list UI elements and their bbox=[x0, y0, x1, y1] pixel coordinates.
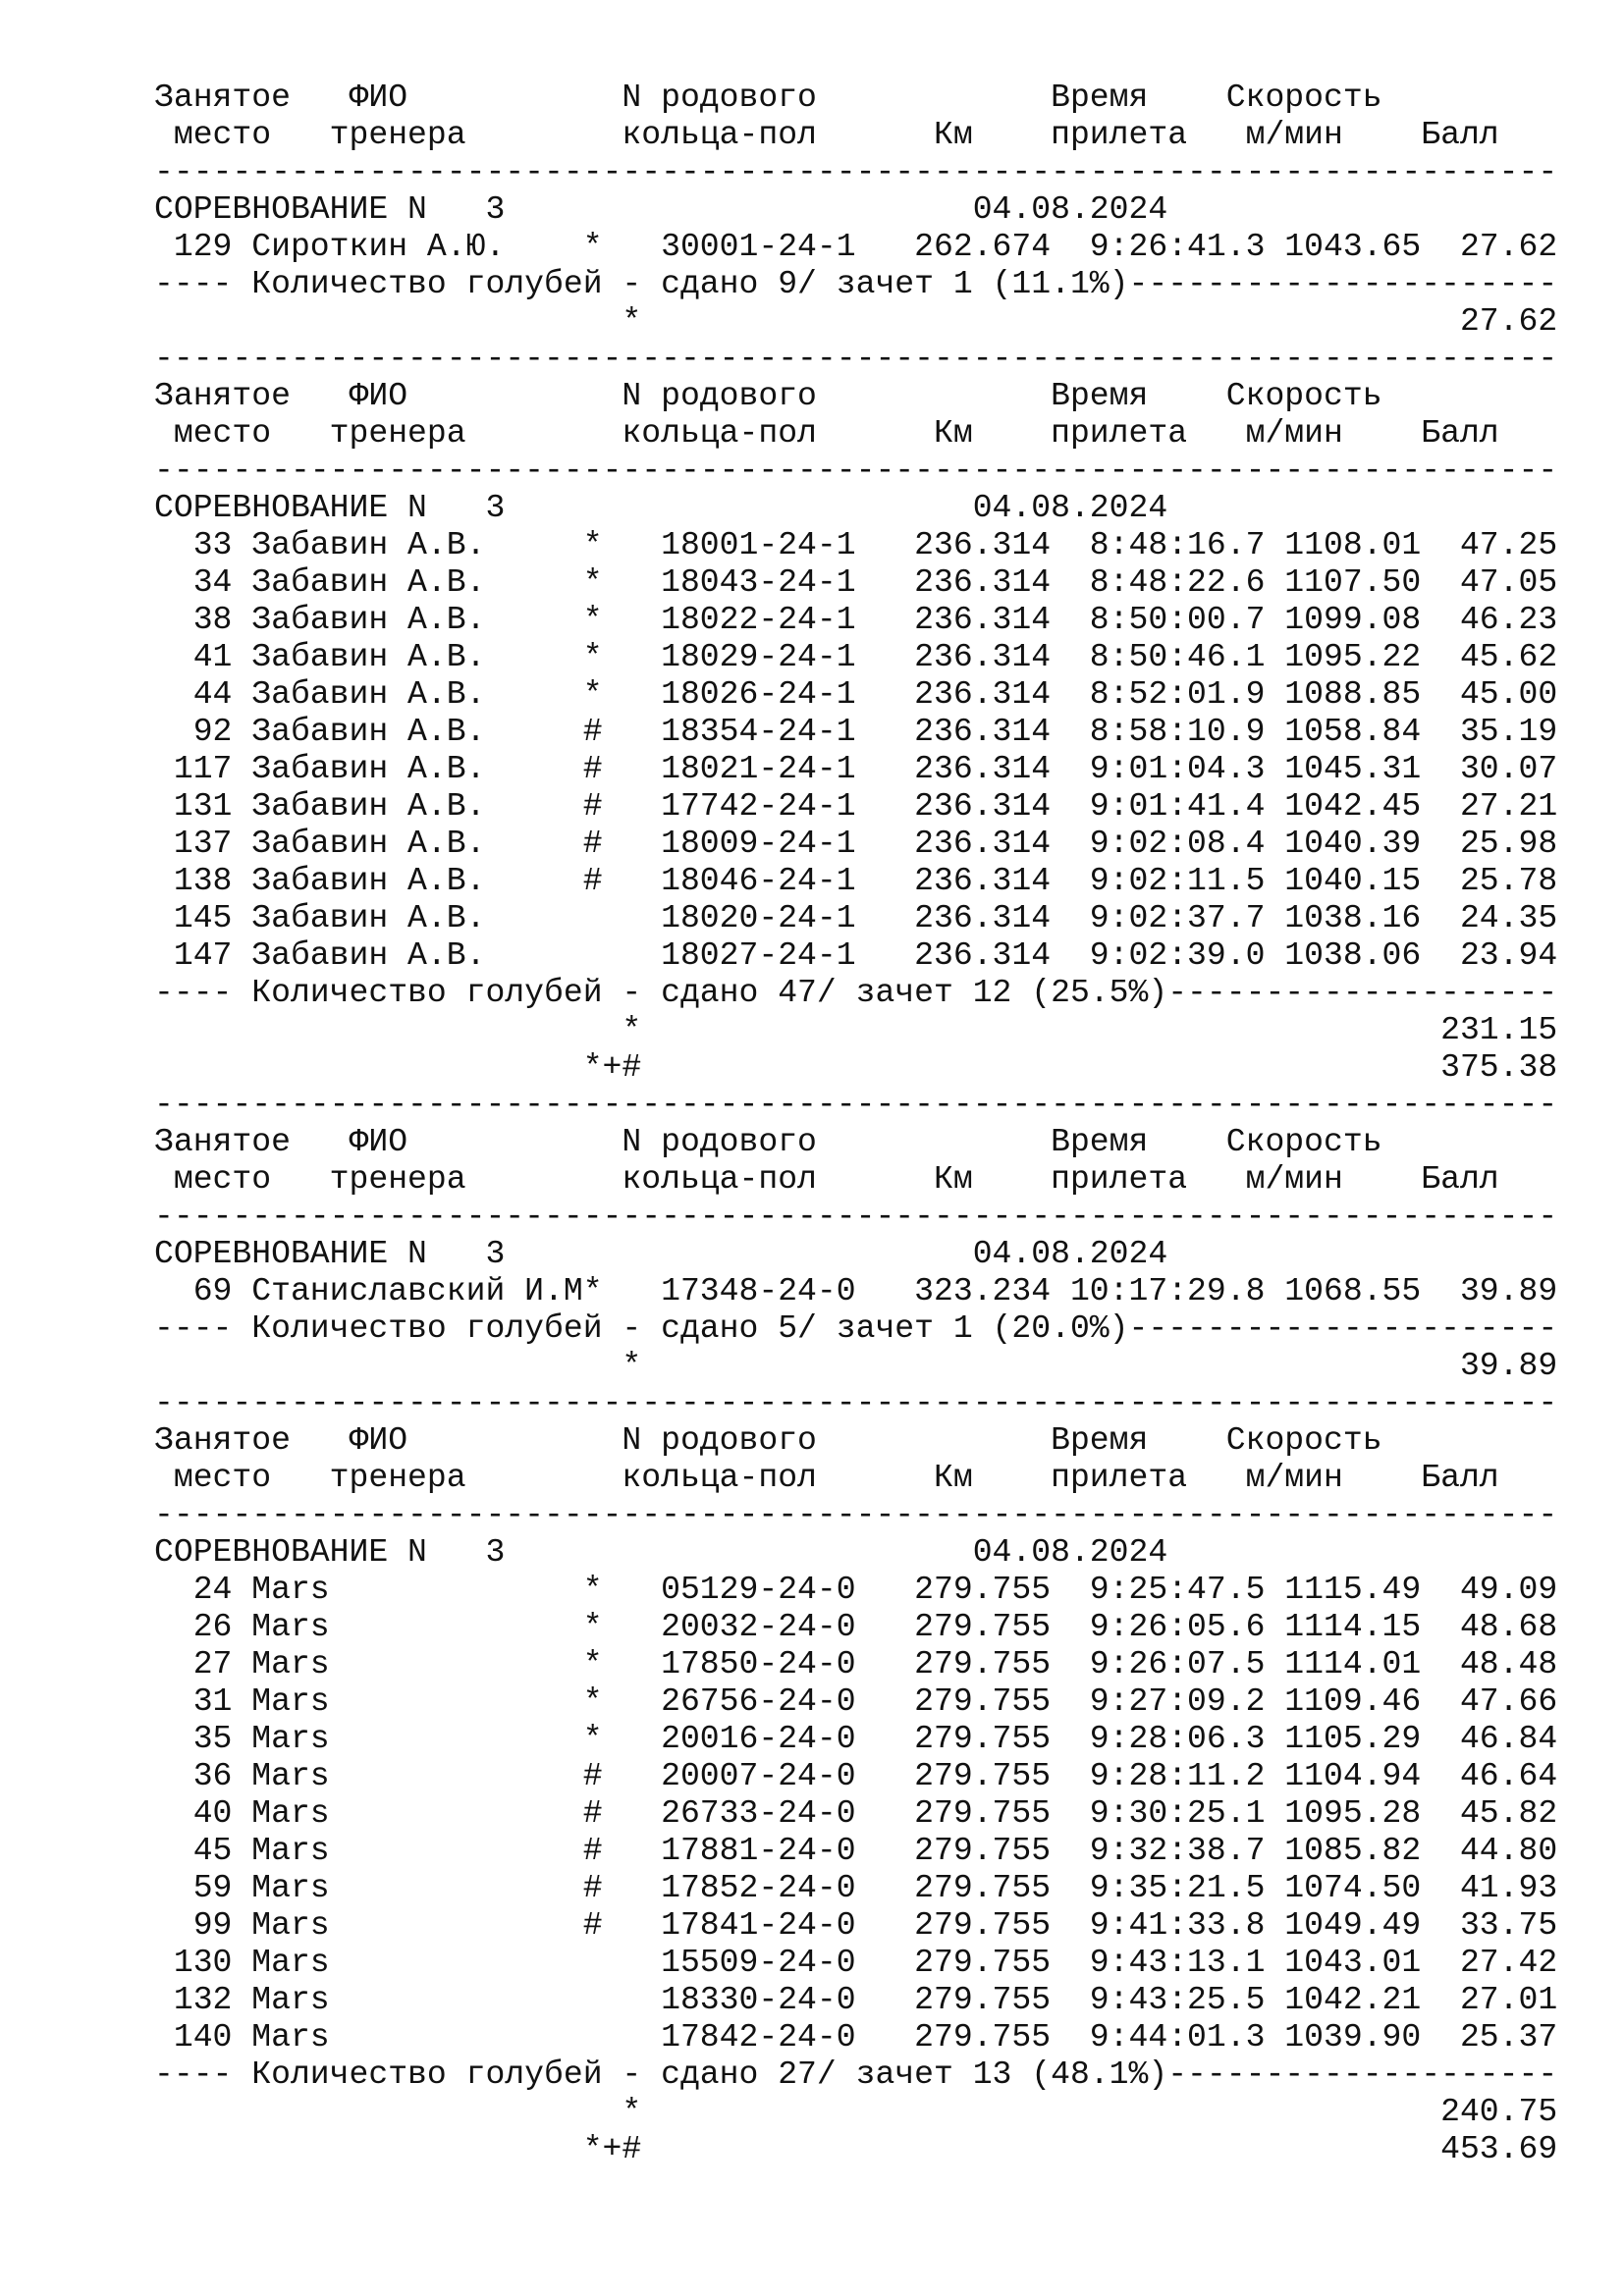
result-row: 27 Mars * 17850-24-0 279.755 9:26:07.5 1114.01 48.48 bbox=[154, 1645, 1558, 1682]
result-row: 147 Забавин А.В. 18027-24-1 236.314 9:02:39.0 1038.06 23.94 bbox=[154, 936, 1558, 974]
result-row: 24 Mars * 05129-24-0 279.755 9:25:47.5 1115.49 49.09 bbox=[154, 1571, 1558, 1608]
result-row: 44 Забавин А.В. * 18026-24-1 236.314 8:52:01.9 1088.85 45.00 bbox=[154, 675, 1558, 713]
divider: ------------------------------------------------------------------------ bbox=[154, 1198, 1558, 1235]
header-line-2: место тренера кольца-пол Км прилета м/мин Балл bbox=[154, 116, 1499, 153]
header-line-1: Занятое ФИО N родового Время Скорость bbox=[154, 377, 1382, 414]
result-row: 45 Mars # 17881-24-0 279.755 9:32:38.7 1085.82 44.80 bbox=[154, 1832, 1558, 1869]
result-row: 33 Забавин А.В. * 18001-24-1 236.314 8:48:16.7 1108.01 47.25 bbox=[154, 526, 1558, 563]
result-row: 130 Mars 15509-24-0 279.755 9:43:13.1 1043.01 27.42 bbox=[154, 1944, 1558, 1981]
result-row: 145 Забавин А.В. 18020-24-1 236.314 9:02:37.7 1038.16 24.35 bbox=[154, 899, 1558, 936]
summary-line: ---- Количество голубей - сдано 47/ зачет 12 (25.5%)-------------------- bbox=[154, 974, 1558, 1011]
header-line-2: место тренера кольца-пол Км прилета м/мин Балл bbox=[154, 414, 1499, 452]
result-row: 26 Mars * 20032-24-0 279.755 9:26:05.6 1114.15 48.68 bbox=[154, 1608, 1558, 1645]
divider: ------------------------------------------------------------------------ bbox=[154, 452, 1558, 489]
result-row: 129 Сироткин А.Ю. * 30001-24-1 262.674 9:26:41.3 1043.65 27.62 bbox=[154, 228, 1558, 265]
divider: ------------------------------------------------------------------------ bbox=[154, 1086, 1558, 1123]
header-line-1: Занятое ФИО N родового Время Скорость bbox=[154, 1421, 1382, 1459]
result-row: 36 Mars # 20007-24-0 279.755 9:28:11.2 1104.94 46.64 bbox=[154, 1757, 1558, 1794]
total-line: *+# 375.38 bbox=[154, 1048, 1558, 1086]
result-row: 140 Mars 17842-24-0 279.755 9:44:01.3 1039.90 25.37 bbox=[154, 2018, 1558, 2056]
summary-line: ---- Количество голубей - сдано 9/ зачет 1 (11.1%)---------------------- bbox=[154, 265, 1558, 302]
divider: ------------------------------------------------------------------------ bbox=[154, 340, 1558, 377]
result-row: 38 Забавин А.В. * 18022-24-1 236.314 8:50:00.7 1099.08 46.23 bbox=[154, 601, 1558, 638]
result-row: 92 Забавин А.В. # 18354-24-1 236.314 8:58:10.9 1058.84 35.19 bbox=[154, 713, 1558, 750]
header-line-1: Занятое ФИО N родового Время Скорость bbox=[154, 79, 1382, 116]
result-row: 35 Mars * 20016-24-0 279.755 9:28:06.3 1105.29 46.84 bbox=[154, 1720, 1558, 1757]
result-row: 117 Забавин А.В. # 18021-24-1 236.314 9:01:04.3 1045.31 30.07 bbox=[154, 750, 1558, 787]
result-row: 41 Забавин А.В. * 18029-24-1 236.314 8:50:46.1 1095.22 45.62 bbox=[154, 638, 1558, 675]
result-row: 132 Mars 18330-24-0 279.755 9:43:25.5 1042.21 27.01 bbox=[154, 1981, 1558, 2018]
divider: ------------------------------------------------------------------------ bbox=[154, 153, 1558, 190]
competition-line: СОРЕВНОВАНИЕ N 3 04.08.2024 bbox=[154, 1533, 1168, 1571]
total-line: * 231.15 bbox=[154, 1011, 1558, 1048]
competition-line: СОРЕВНОВАНИЕ N 3 04.08.2024 bbox=[154, 190, 1168, 228]
competition-line: СОРЕВНОВАНИЕ N 3 04.08.2024 bbox=[154, 489, 1168, 526]
result-row: 69 Станиславский И.М* 17348-24-0 323.234 10:17:29.8 1068.55 39.89 bbox=[154, 1272, 1558, 1309]
result-row: 99 Mars # 17841-24-0 279.755 9:41:33.8 1049.49 33.75 bbox=[154, 1906, 1558, 1944]
result-row: 131 Забавин А.В. # 17742-24-1 236.314 9:01:41.4 1042.45 27.21 bbox=[154, 787, 1558, 825]
result-row: 138 Забавин А.В. # 18046-24-1 236.314 9:02:11.5 1040.15 25.78 bbox=[154, 862, 1558, 899]
header-line-2: место тренера кольца-пол Км прилета м/мин Балл bbox=[154, 1160, 1499, 1198]
header-line-2: место тренера кольца-пол Км прилета м/мин Балл bbox=[154, 1459, 1499, 1496]
result-row: 40 Mars # 26733-24-0 279.755 9:30:25.1 1095.28 45.82 bbox=[154, 1794, 1558, 1832]
result-row: 137 Забавин А.В. # 18009-24-1 236.314 9:02:08.4 1040.39 25.98 bbox=[154, 825, 1558, 862]
summary-line: ---- Количество голубей - сдано 5/ зачет 1 (20.0%)---------------------- bbox=[154, 1309, 1558, 1347]
header-line-1: Занятое ФИО N родового Время Скорость bbox=[154, 1123, 1382, 1160]
summary-line: ---- Количество голубей - сдано 27/ зачет 13 (48.1%)-------------------- bbox=[154, 2056, 1558, 2093]
total-line: *+# 453.69 bbox=[154, 2130, 1558, 2167]
result-row: 59 Mars # 17852-24-0 279.755 9:35:21.5 1074.50 41.93 bbox=[154, 1869, 1558, 1906]
result-row: 34 Забавин А.В. * 18043-24-1 236.314 8:48:22.6 1107.50 47.05 bbox=[154, 563, 1558, 601]
result-row: 31 Mars * 26756-24-0 279.755 9:27:09.2 1109.46 47.66 bbox=[154, 1682, 1558, 1720]
report-page bbox=[154, 79, 1557, 2167]
total-line: * 240.75 bbox=[154, 2093, 1558, 2130]
divider: ------------------------------------------------------------------------ bbox=[154, 1496, 1558, 1533]
divider: ------------------------------------------------------------------------ bbox=[154, 1384, 1558, 1421]
total-line: * 39.89 bbox=[154, 1347, 1558, 1384]
competition-line: СОРЕВНОВАНИЕ N 3 04.08.2024 bbox=[154, 1235, 1168, 1272]
total-line: * 27.62 bbox=[154, 302, 1558, 340]
